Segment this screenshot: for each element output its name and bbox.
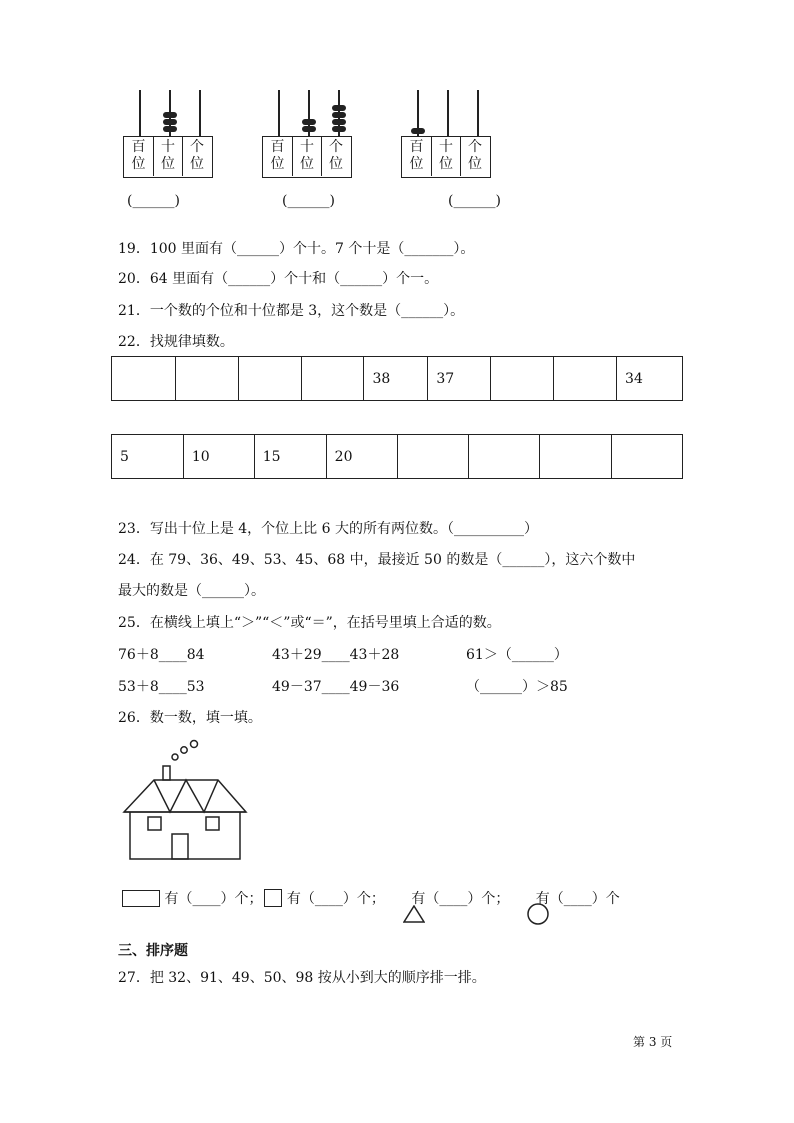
triangle-icon [385, 889, 407, 907]
abacus-answer-3[interactable]: (______) [448, 193, 501, 209]
rectangle-icon [122, 890, 160, 907]
question-23: 23．写出十位上是 4，个位上比 6 大的所有两位数。（__________） [118, 521, 538, 537]
abacus-1 [123, 90, 215, 180]
compare-item[interactable]: 43＋29____43＋28 [272, 647, 400, 663]
shape-count-row [122, 886, 620, 910]
ones-label: 个 位 [321, 136, 350, 176]
abacus-answer-2[interactable]: (______) [282, 193, 335, 209]
sequence-cell[interactable] [238, 357, 301, 401]
question-21: 21．一个数的个位和十位都是 3，这个数是（______）。 [118, 303, 465, 319]
sequence-cell[interactable] [397, 435, 469, 479]
tens-label: 十 位 [153, 136, 182, 176]
count-answer[interactable]: 有（____）个； [282, 891, 385, 907]
tens-label: 十 位 [292, 136, 321, 176]
hundreds-label: 百 位 [270, 139, 285, 172]
abacus-2 [262, 90, 354, 180]
question-27: 27．把 32、91、49、50、98 按从小到大的顺序排一排。 [118, 970, 486, 986]
question-20: 20．64 里面有（______）个十和（______）个一。 [118, 271, 439, 287]
sequence-table-2 [111, 434, 683, 479]
abacus-3 [401, 90, 493, 180]
sequence-cell: 37 [428, 357, 491, 401]
sequence-cell: 5 [112, 435, 184, 479]
compare-item[interactable]: 53＋8____53 [118, 679, 205, 695]
sequence-cell[interactable] [301, 357, 364, 401]
count-answer[interactable]: 有（____）个； [160, 891, 263, 907]
sequence-cell[interactable] [469, 435, 540, 479]
sequence-cell[interactable] [554, 357, 617, 401]
section-heading: 三、排序题 [118, 943, 188, 959]
compare-item[interactable]: 61＞（______） [466, 647, 568, 663]
sequence-cell[interactable] [612, 435, 683, 479]
sequence-cell[interactable] [112, 357, 176, 401]
circle-icon [509, 887, 531, 909]
count-answer[interactable]: 有（____）个； [406, 891, 510, 907]
ones-label: 个 位 [460, 136, 489, 176]
compare-item[interactable]: 76＋8____84 [118, 647, 205, 663]
question-25: 25．在横线上填上“＞”“＜”或“＝”，在括号里填上合适的数。 [118, 615, 501, 631]
ones-label: 个 位 [182, 136, 211, 176]
question-24-continued: 最大的数是（______）。 [118, 583, 265, 599]
question-24: 24．在 79、36、49、53、45、68 中，最接近 50 的数是（______），这六个数中 [118, 552, 636, 568]
question-19: 19．100 里面有（______）个十。7 个十是（_______）。 [118, 241, 475, 257]
hundreds-label: 百 位 [409, 139, 424, 172]
house-figure [118, 738, 253, 866]
tens-label: 十 位 [431, 136, 460, 176]
sequence-cell: 10 [183, 435, 254, 479]
page-number: 第 3 页 [633, 1035, 673, 1049]
compare-item[interactable]: 49－37____49－36 [272, 679, 400, 695]
sequence-cell[interactable] [175, 357, 238, 401]
sequence-cell: 20 [326, 435, 397, 479]
compare-item[interactable]: （______）＞85 [466, 679, 568, 695]
question-22: 22．找规律填数。 [118, 334, 234, 350]
sequence-table-1 [111, 356, 683, 401]
sequence-cell: 15 [254, 435, 326, 479]
sequence-cell[interactable] [540, 435, 612, 479]
sequence-cell: 34 [617, 357, 683, 401]
abacus-answer-1[interactable]: (______) [127, 193, 180, 209]
question-26: 26．数一数，填一填。 [118, 710, 262, 726]
sequence-cell: 38 [364, 357, 428, 401]
count-answer[interactable]: 有（____）个 [531, 891, 620, 907]
sequence-cell[interactable] [491, 357, 554, 401]
square-icon [264, 889, 282, 907]
hundreds-label: 百 位 [131, 139, 146, 172]
